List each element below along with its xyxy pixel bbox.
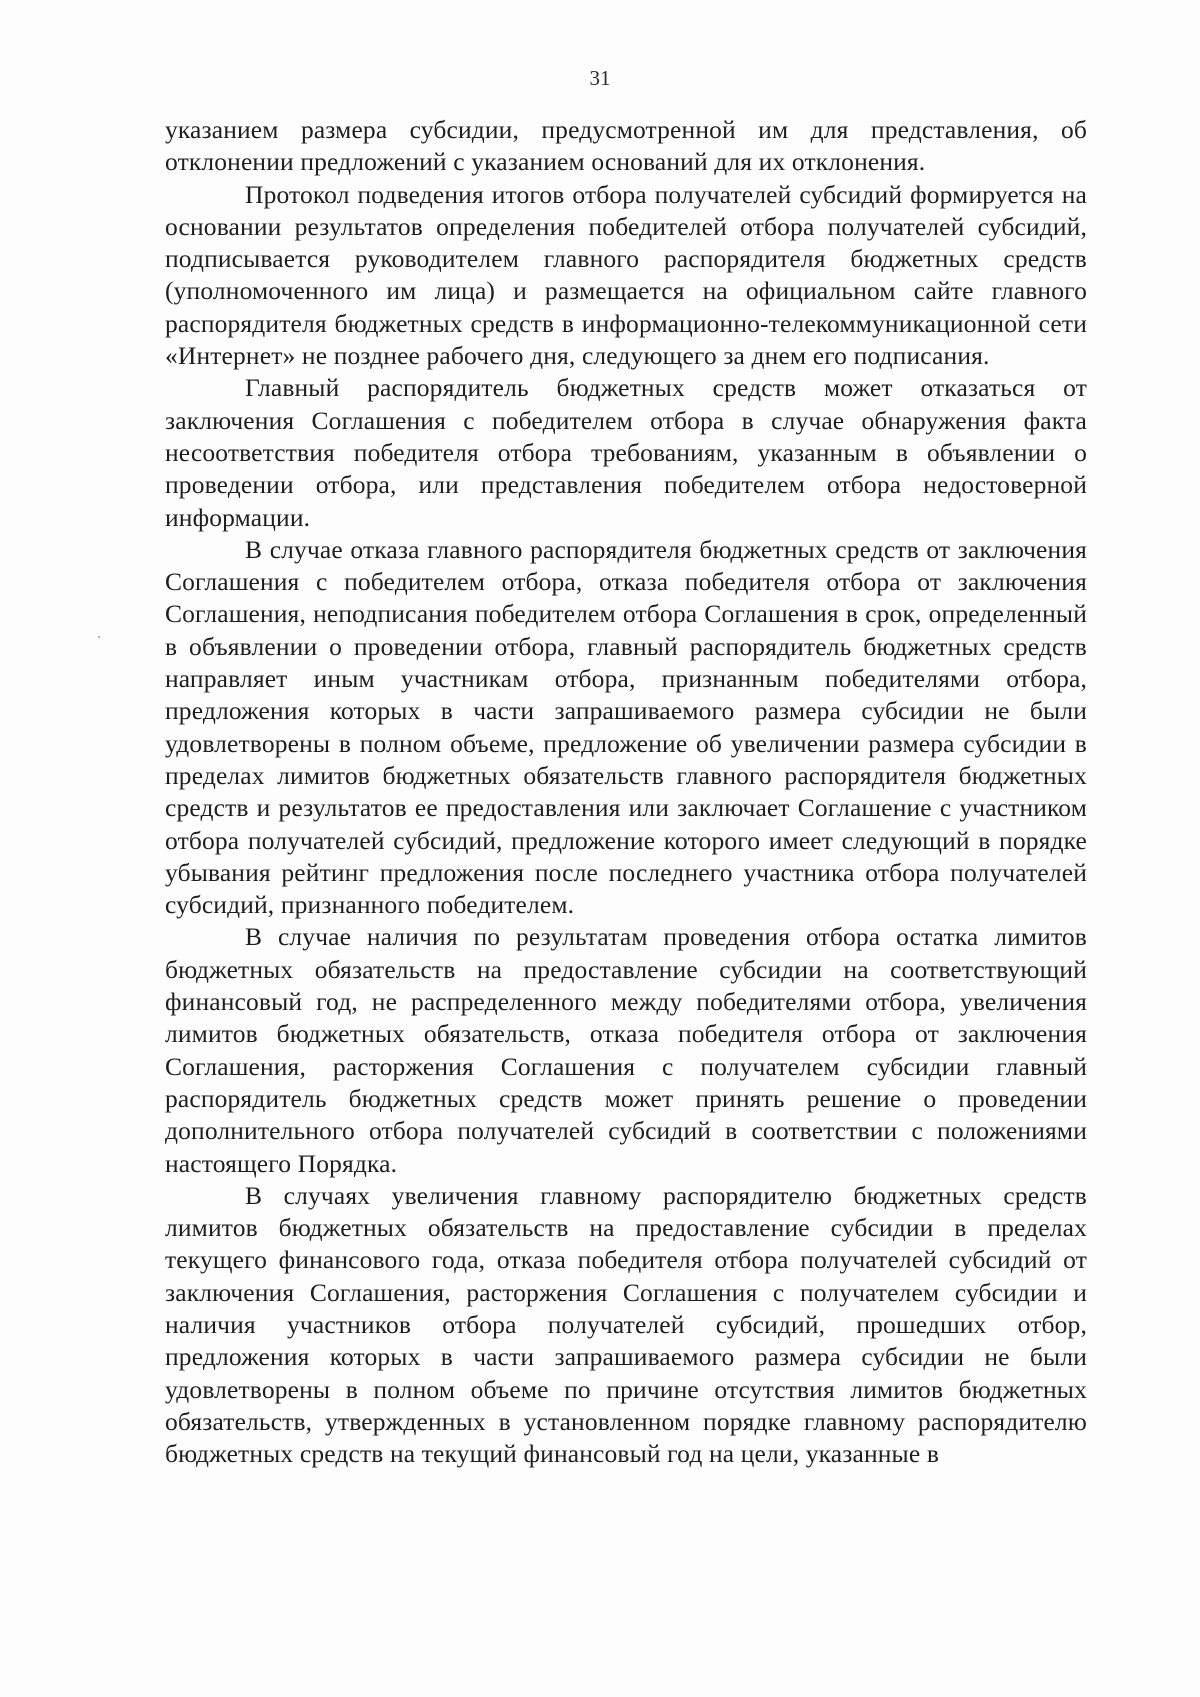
paragraph-refusal-case: В случае отказа главного распорядителя бюджетных средств от заключения Соглашения с победителем отбора, отказа победителя отбора от заключения Соглашения, неподписания победителем отбора Соглашения в срок, определенный в объявлении о проведении отбора, главный распорядитель бюджетных средств направляет иным участникам отбора, признанным победителями отбора, предложения которых в части запрашиваемого размера субсидии не были удовлетворены в полном объеме, предложение об увеличении размера субсидии в пределах лимитов бюджетных обязательств главного распорядителя бюджетных средств и результатов ее предоставления или заключает Соглашение с участником отбора получателей субсидий, предложение которого имеет следующий в порядке убывания рейтинг предложения после последнего участника отбора получателей субсидий, признанного победителем. [165, 534, 1087, 920]
scan-speck [98, 636, 100, 638]
paragraph-protocol: Протокол подведения итогов отбора получателей субсидий формируется на основании результатов определения победителей отбора получателей субсидий, подписывается руководителем главного распорядителя бюджетных средств (уполномоченного им лица) и размещается на официальном сайте главного распорядителя бюджетных средств в информационно-телекоммуникационной сети «Интернет» не позднее рабочего дня, следующего за днем его подписания. [165, 179, 1087, 371]
document-body [165, 114, 1087, 1470]
paragraph-additional-selection: В случае наличия по результатам проведения отбора остатка лимитов бюджетных обязательств на предоставление субсидии на соответствующий финансовый год, не распределенного между победителями отбора, увеличения лимитов бюджетных обязательств, отказа победителя отбора от заключения Соглашения, расторжения Соглашения с получателем субсидии главный распорядитель бюджетных средств может принять решение о проведении дополнительного отбора получателей субсидий в соответствии с положениями настоящего Порядка. [165, 922, 1087, 1178]
paragraph-limits-increase: В случаях увеличения главному распорядителю бюджетных средств лимитов бюджетных обязательств на предоставление субсидии в пределах текущего финансового года, отказа победителя отбора получателей субсидий от заключения Соглашения, расторжения Соглашения с получателем субсидии и наличия участников отбора получателей субсидий, прошедших отбор, предложения которых в части запрашиваемого размера субсидии не были удовлетворены в полном объеме по причине отсутствия лимитов бюджетных обязательств, утвержденных в установленном порядке главному распорядителю бюджетных средств на текущий финансовый год на цели, указанные в [165, 1180, 1087, 1469]
paragraph-continuation: указанием размера субсидии, предусмотренной им для представления, об отклонении предложений с указанием оснований для их отклонения. [165, 115, 1087, 177]
page-number: 31 [589, 66, 611, 90]
paragraph-refusal: Главный распорядитель бюджетных средств может отказаться от заключения Соглашения с победителем отбора в случае обнаружения факта несоответствия победителя отбора требованиям, указанным в объявлении о проведении отбора, или представления победителем отбора недостоверной информации. [165, 373, 1087, 532]
